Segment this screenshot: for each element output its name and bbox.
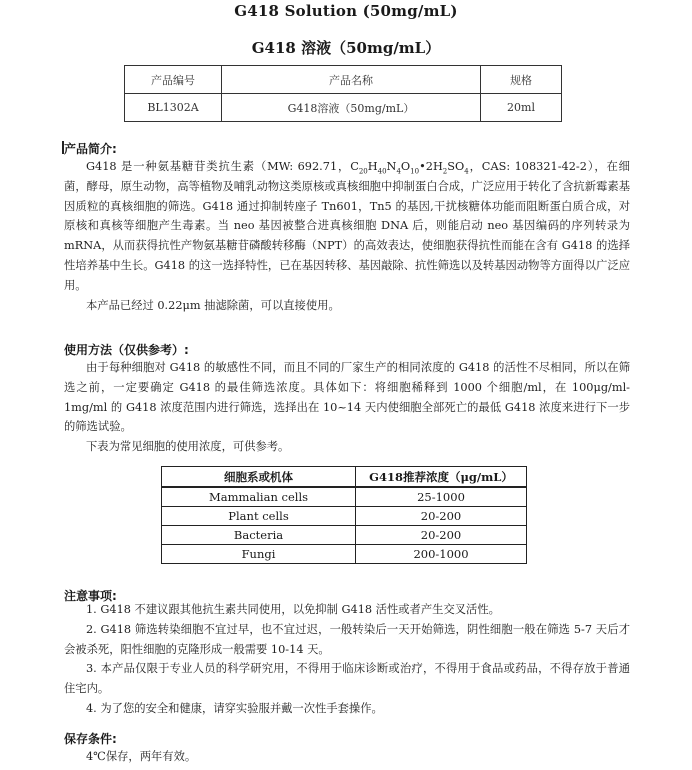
table-row: [162, 545, 527, 564]
table-row: [162, 487, 527, 507]
header-cell: 产品名称: [222, 66, 481, 94]
intro-paragraph: G418 是一种氨基糖苷类抗生素（MW: 692.71，$C_{20}H_{40}N_4O_{10}•2H_2SO_4$，CAS: 108321-42-2），在细菌，酵母，原生动物，高等植物及哺乳动物这类原核或真核细胞中抑制蛋白合成，广泛应用于转化了含抗新霉素基因质粒的真核细胞的筛选。G418 通过抑制转座子 Tn601，Tn5 的基因,干扰核糖体功能而阻断蛋白质合成，对原核和真核等细胞产生毒素。当 neo 基因被整合进真核细胞 DNA 后，则能启动 neo 基因编码的序列转录为 mRNA，从而获得抗性产物氨基糖苷磷酸转移酶（NPT）的高效表达，使细胞获得抗性而能在含有 G418 的选择性培养基中生长。G418 的这一选择特性，已在基因转移、基因敲除、抗性筛选以及转基因动物等方面得以广泛应用。: [64, 160, 630, 292]
concentration-table: [161, 466, 527, 564]
product-size: 20ml: [481, 94, 562, 122]
cell-type: Bacteria: [162, 526, 356, 545]
note-item: 1. G418 不建议跟其他抗生素共同使用，以免抑制 G418 活性或者产生交叉活性。: [86, 603, 500, 616]
concentration: 20-200: [356, 507, 527, 526]
storage-section: [64, 747, 630, 767]
table-row: [125, 94, 562, 122]
usage-table-intro: 下表为常见细胞的使用浓度，可供参考。: [86, 440, 290, 454]
table-header-row: [162, 467, 527, 488]
notes-section: [64, 600, 630, 719]
usage-paragraph: 由于每种细胞对 G418 的敏感性不同，而且不同的厂家生产的相同浓度的 G418 的活性不尽相同，所以在筛选之前，一定要确定 G418 的最佳筛选浓度。具体如下：将细胞稀释到 1000 个细胞/ml，在 100μg/ml-1mg/ml 的 G418 浓度范围内进行筛选，选择出在 10~14 天内使细胞全部死亡的最低 G418 浓度来进行下一步的筛选试验。: [64, 361, 630, 434]
header-cell: 规格: [481, 66, 562, 94]
intro-sterile-note: 本产品已经过 0.22μm 抽滤除菌，可以直接使用。: [86, 298, 340, 312]
table-row: [162, 526, 527, 545]
intro-heading: 产品简介:: [64, 142, 117, 156]
concentration: 20-200: [356, 526, 527, 545]
header-cell: 产品编号: [125, 66, 222, 94]
usage-section: [64, 358, 630, 457]
table-row: [162, 507, 527, 526]
concentration: 200-1000: [356, 545, 527, 564]
storage-heading: 保存条件:: [64, 732, 117, 746]
title-english: G418 Solution (50mg/mL): [234, 2, 458, 20]
note-item: 4. 为了您的安全和健康，请穿实验服并戴一次性手套操作。: [86, 701, 383, 715]
product-table: [124, 65, 562, 122]
header-cell: 细胞系或机体: [162, 467, 356, 488]
product-code: BL1302A: [125, 94, 222, 122]
usage-heading: 使用方法（仅供参考）:: [64, 343, 189, 357]
storage-text: 4℃保存，两年有效。: [86, 750, 197, 763]
note-item: 2. G418 筛选转染细胞不宜过早，也不宜过迟，一般转染后一天开始筛选，阴性细胞一般在筛选 5-7 天后才会被杀死，阳性细胞的克隆形成一般需要 10-14 天。: [64, 622, 630, 656]
table-row: [125, 66, 562, 94]
cell-type: Fungi: [162, 545, 356, 564]
header-cell: G418推荐浓度（μg/mL）: [356, 467, 527, 488]
cell-type: Mammalian cells: [162, 487, 356, 507]
concentration: 25-1000: [356, 487, 527, 507]
notes-heading: 注意事项:: [64, 589, 117, 603]
note-item: 3. 本产品仅限于专业人员的科学研究用，不得用于临床诊断或治疗，不得用于食品或药品，不得存放于普通住宅内。: [64, 662, 630, 696]
title-chinese: G418 溶液（50mg/mL）: [251, 39, 441, 57]
intro-section: [64, 157, 630, 315]
cell-type: Plant cells: [162, 507, 356, 526]
product-name: G418溶液（50mg/mL）: [222, 94, 481, 122]
